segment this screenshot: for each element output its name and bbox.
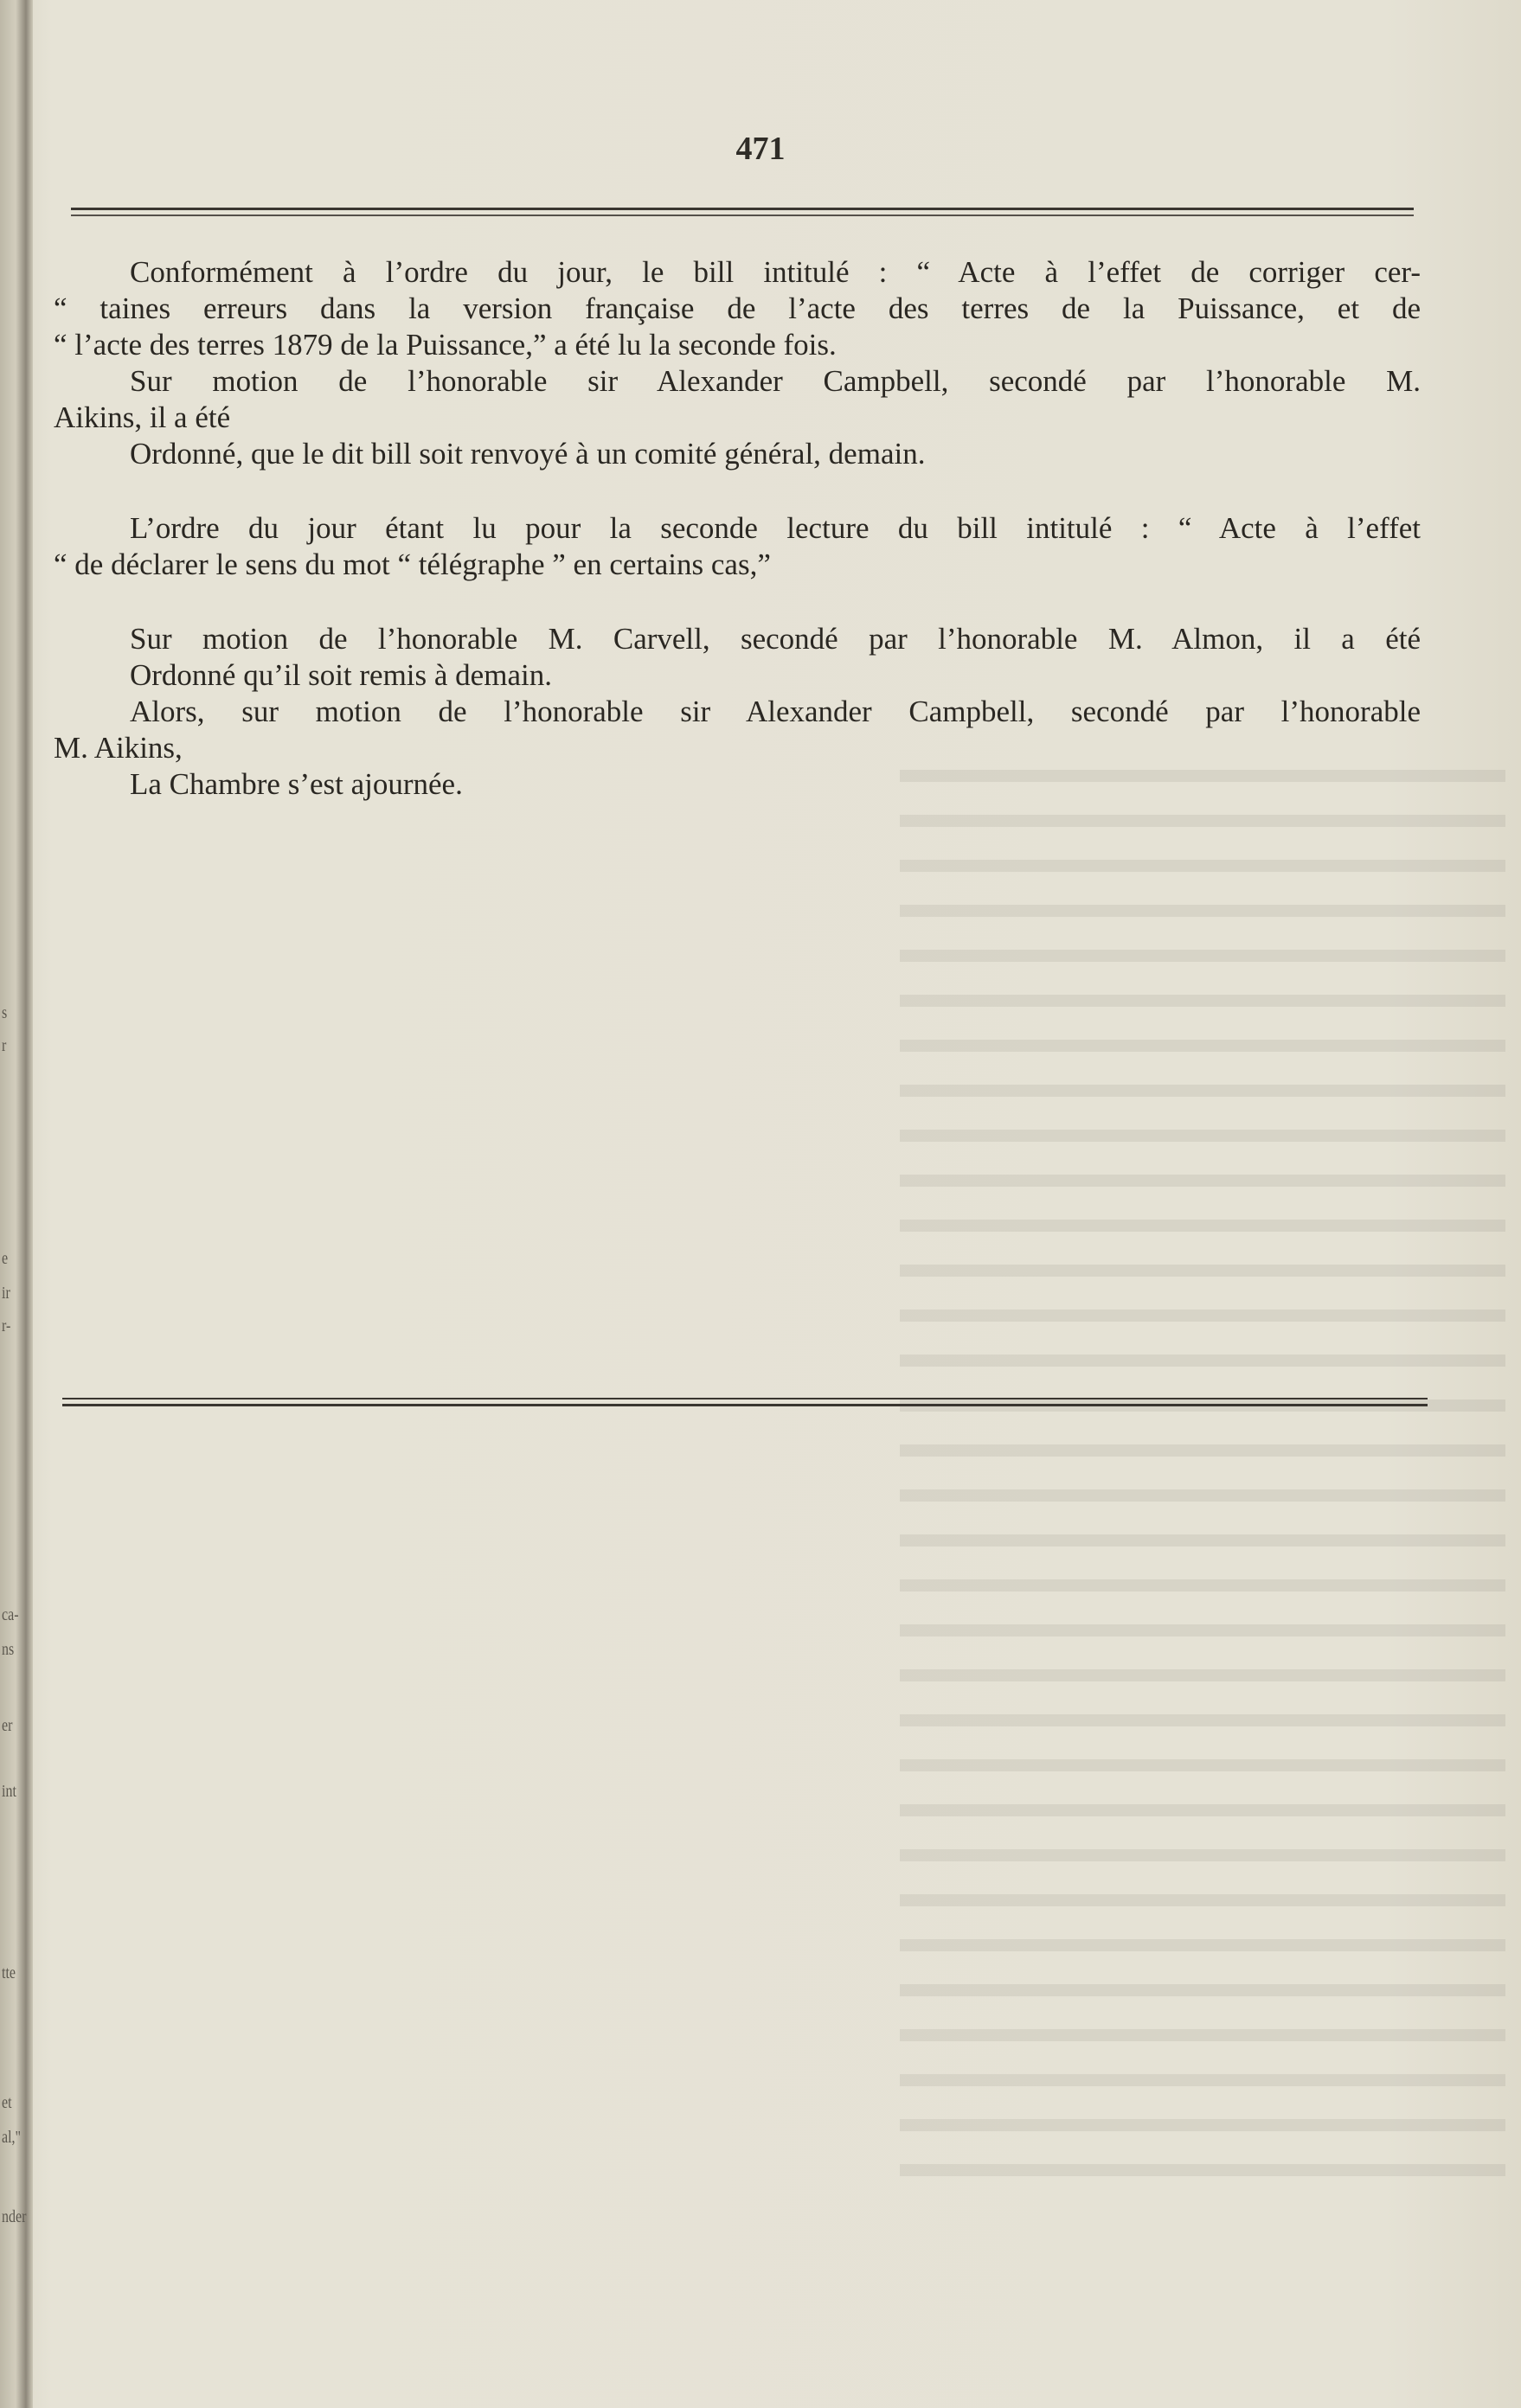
text-line: Sur motion de l’honorable sir Alexander Campbell, secondé par l’honorable M. — [130, 364, 1421, 398]
margin-fragment: ir — [2, 1284, 10, 1303]
margin-fragment: ca- — [2, 1605, 19, 1624]
margin-fragment: r — [2, 1036, 7, 1055]
margin-fragment: tte — [2, 1963, 16, 1982]
paragraph-motion-carvell — [54, 621, 1421, 657]
paragraph-adjourned — [54, 766, 1421, 803]
page-number: 471 — [735, 131, 786, 167]
margin-fragment: ns — [2, 1640, 15, 1659]
margin-fragment: er — [2, 1716, 13, 1735]
text-line: “ de déclarer le sens du mot “ télégraphe ” en certains cas,” — [54, 548, 771, 581]
text-line: L’ordre du jour étant lu pour la seconde lecture du bill intitulé : “ Acte à l’effet — [130, 511, 1421, 545]
text-line: Ordonné, que le dit bill soit renvoyé à un comité général, demain. — [130, 437, 926, 471]
header-double-rule — [71, 208, 1414, 216]
margin-text-fragments — [0, 0, 26, 2408]
text-line: Alors, sur motion de l’honorable sir Alexander Campbell, secondé par l’honorable — [130, 695, 1421, 728]
paragraph-motion-adjourn — [54, 694, 1421, 766]
margin-fragment: al," — [2, 2128, 22, 2147]
paragraph-ordered-deferred — [54, 657, 1421, 694]
margin-fragment: r- — [2, 1316, 11, 1335]
paragraph-order-telegraph — [54, 510, 1421, 583]
margin-fragment: int — [2, 1782, 16, 1801]
text-line: “ l’acte des terres 1879 de la Puissance,” a été lu la seconde fois. — [54, 328, 837, 362]
paragraph-motion-campbell — [54, 363, 1421, 436]
footer-double-rule — [62, 1398, 1428, 1406]
text-line: La Chambre s’est ajournée. — [130, 767, 463, 801]
margin-fragment: s — [2, 1003, 8, 1022]
text-line: Aikins, il a été — [54, 400, 231, 434]
margin-fragment: nder — [2, 2207, 27, 2226]
text-line: Conformément à l’ordre du jour, le bill intitulé : “ Acte à l’effet de corriger cer- — [130, 255, 1421, 289]
paragraph-ordered-committee — [54, 436, 1421, 472]
text-line: “ taines erreurs dans la version française de l’acte des terres de la Puissance, et de — [54, 291, 1421, 325]
paragraph-bill-second-reading — [54, 254, 1421, 363]
body-text — [54, 254, 1421, 803]
margin-fragment: et — [2, 2093, 12, 2112]
margin-fragment: e — [2, 1249, 9, 1268]
text-line: Sur motion de l’honorable M. Carvell, secondé par l’honorable M. Almon, il a été — [130, 622, 1421, 656]
paragraph-gap — [54, 472, 1421, 510]
show-through-texture — [900, 770, 1505, 2408]
paragraph-gap — [54, 583, 1421, 621]
text-line: Ordonné qu’il soit remis à demain. — [130, 658, 552, 692]
text-line: M. Aikins, — [54, 731, 183, 765]
